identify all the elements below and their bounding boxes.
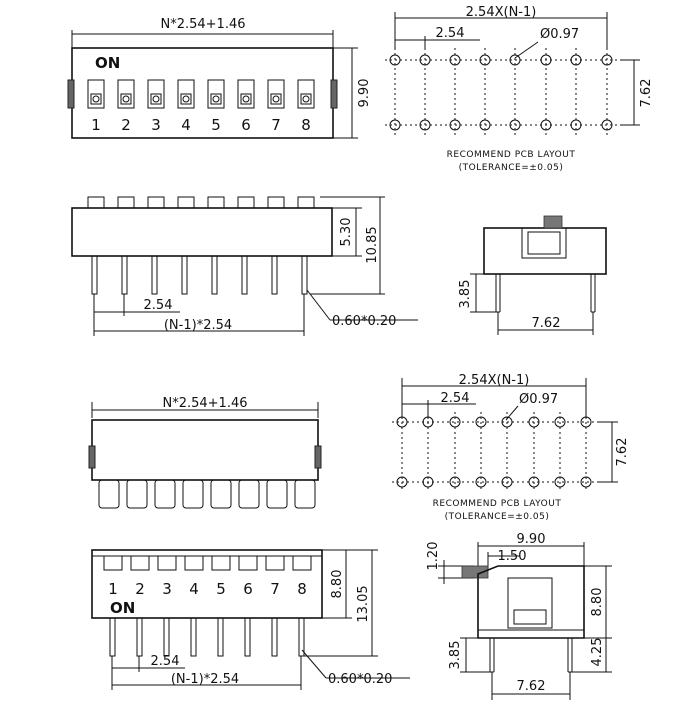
pcb1-row-spacing-label: 7.62 <box>639 78 654 108</box>
front1-actuators <box>88 197 314 208</box>
pcb1-span-label: 2.54X(N-1) <box>465 5 537 20</box>
pcb2-row-spacing-label: 7.62 <box>615 437 630 467</box>
top1-pos-5: 5 <box>211 116 221 134</box>
front2-pitch-label: 2.54 <box>150 654 180 669</box>
front2-slots <box>104 556 311 570</box>
side2-pin-height-label: 3.85 <box>448 640 463 670</box>
side1-width-label: 7.62 <box>531 316 561 331</box>
pcb2-caption: RECOMMEND PCB LAYOUT <box>432 499 562 509</box>
top1-width-label: N*2.54+1.46 <box>160 17 246 32</box>
front2-position-numbers <box>108 580 307 598</box>
pcb1-hole-label: Ø0.97 <box>540 27 580 42</box>
side2-right-pin-label: 4.25 <box>590 637 605 667</box>
front2-pos-4: 4 <box>189 580 199 598</box>
front2-pos-3: 3 <box>162 580 172 598</box>
front1-pitch-label: 2.54 <box>143 298 173 313</box>
front2-total-height-label: 13.05 <box>356 585 371 623</box>
side2-pin-spacing-label: 7.62 <box>516 679 546 694</box>
pcb1-caption: RECOMMEND PCB LAYOUT <box>446 150 576 160</box>
top-view-2 <box>89 396 321 508</box>
side-view-2 <box>426 532 612 700</box>
front1-pins <box>92 256 307 294</box>
top1-pos-6: 6 <box>241 116 251 134</box>
front2-pos-5: 5 <box>216 580 226 598</box>
front-view-1 <box>72 197 418 336</box>
top1-pos-8: 8 <box>301 116 311 134</box>
pcb2-holes <box>397 417 591 487</box>
front-view-2 <box>92 550 410 690</box>
pcb1-holes <box>390 55 612 130</box>
top-view-1 <box>68 17 372 138</box>
pcb2-hole-label: Ø0.97 <box>519 392 559 407</box>
side2-actuator-length-label: 1.50 <box>497 549 527 564</box>
front1-total-height-label: 10.85 <box>365 226 380 264</box>
pcb1-pitch-label: 2.54 <box>435 26 465 41</box>
side1-pin-height-label: 3.85 <box>458 279 473 309</box>
front2-pin-label: 0.60*0.20 <box>328 672 393 687</box>
front2-span-label: (N-1)*2.54 <box>170 672 240 687</box>
top1-switches <box>88 80 314 108</box>
front2-pos-8: 8 <box>297 580 307 598</box>
top1-pos-7: 7 <box>271 116 281 134</box>
side2-width-label: 9.90 <box>516 532 546 547</box>
front1-body-height-label: 5.30 <box>339 217 354 247</box>
pcb2-pitch-label: 2.54 <box>440 391 470 406</box>
pcb1-tolerance: (TOLERANCE=±0.05) <box>458 163 564 173</box>
top1-pos-4: 4 <box>181 116 191 134</box>
top1-pos-2: 2 <box>121 116 131 134</box>
top1-pos-3: 3 <box>151 116 161 134</box>
front2-pos-6: 6 <box>243 580 253 598</box>
top1-pos-1: 1 <box>91 116 101 134</box>
front2-pos-2: 2 <box>135 580 145 598</box>
front2-pos-1: 1 <box>108 580 118 598</box>
pcb2-tolerance: (TOLERANCE=±0.05) <box>444 512 550 522</box>
top1-position-numbers <box>91 116 311 134</box>
front1-pin-label: 0.60*0.20 <box>332 314 397 329</box>
front2-pins <box>110 618 304 656</box>
front2-body-height-label: 8.80 <box>330 569 345 599</box>
pcb-layout-2 <box>392 373 630 522</box>
front1-span-label: (N-1)*2.54 <box>163 318 233 333</box>
front2-on-label: ON <box>110 599 136 617</box>
side2-actuator-height-label: 1.20 <box>426 541 441 571</box>
top2-width-label: N*2.54+1.46 <box>162 396 248 411</box>
front2-pos-7: 7 <box>270 580 280 598</box>
top2-actuators <box>99 480 315 508</box>
top1-height-label: 9.90 <box>357 78 372 108</box>
side-view-1 <box>458 216 606 335</box>
pcb-layout-1 <box>385 5 654 173</box>
side2-body-height-label: 8.80 <box>590 587 605 617</box>
pcb2-span-label: 2.54X(N-1) <box>458 373 530 388</box>
top1-on-label: ON <box>95 54 121 72</box>
